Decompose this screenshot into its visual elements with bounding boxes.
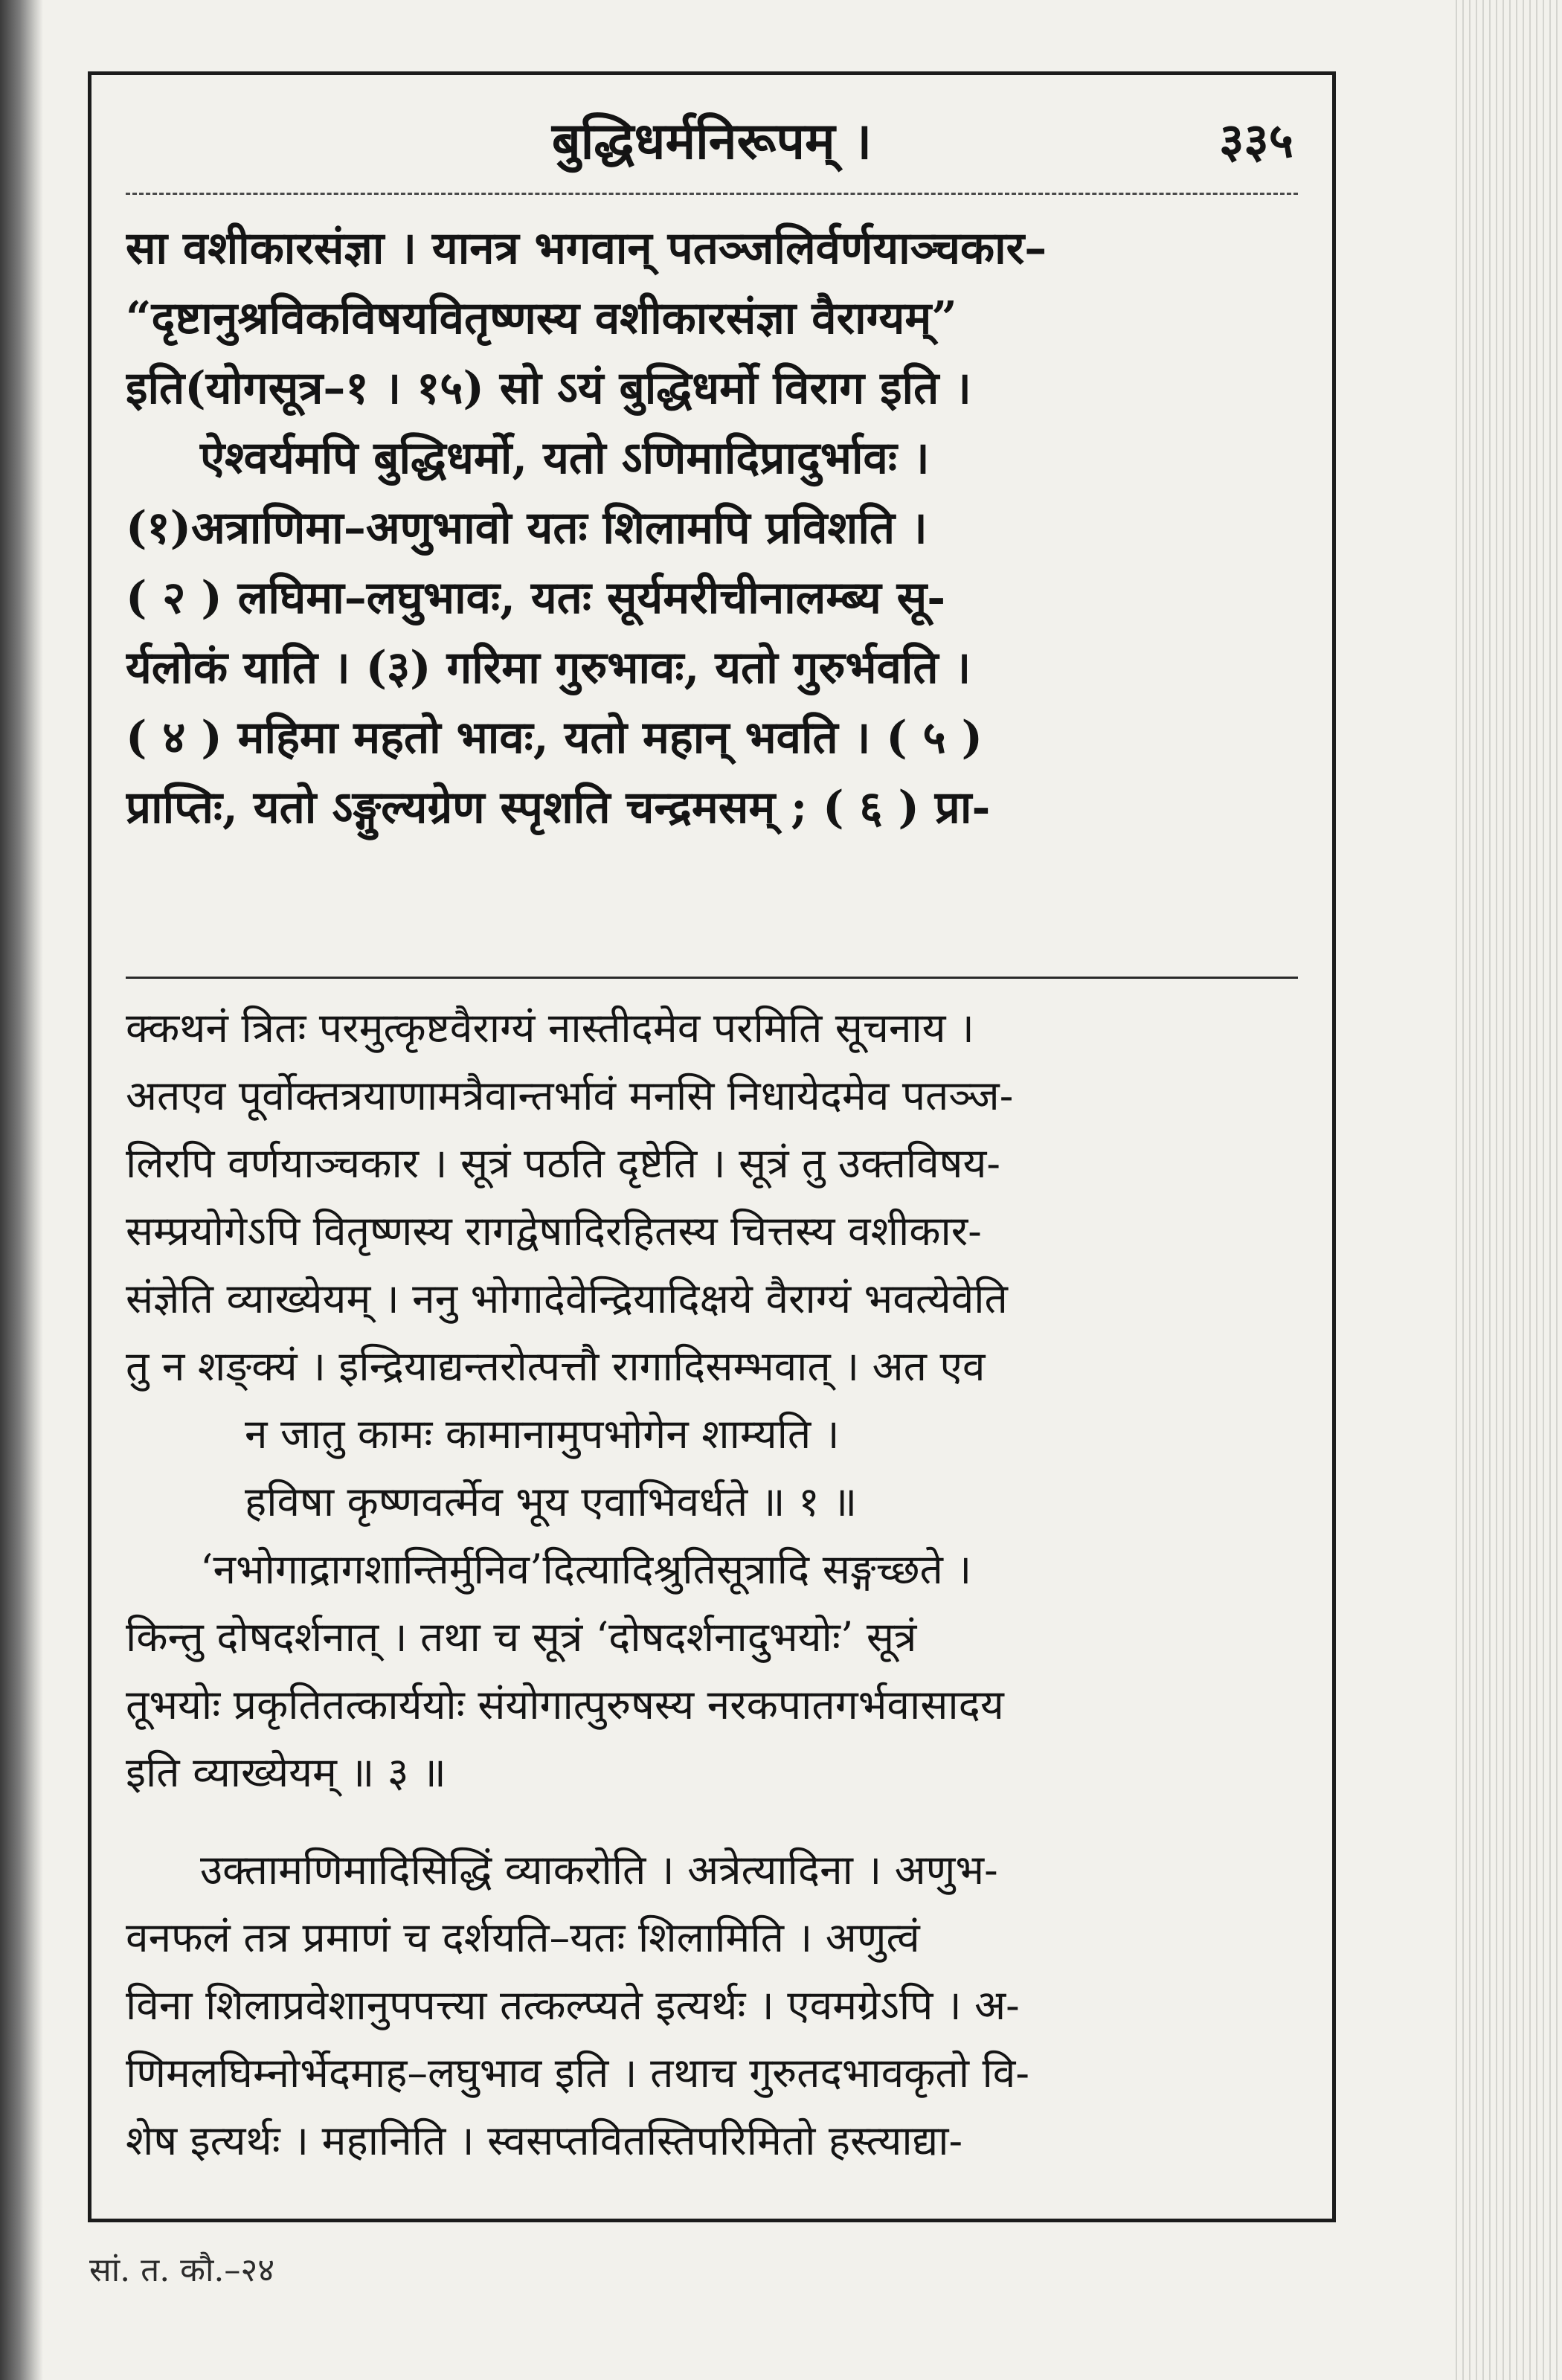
page-number: ३३५ bbox=[1219, 113, 1293, 169]
root-text-line: सा वशीकारसंज्ञा । यानत्र भगवान् पतञ्जलिर्वर्णयाञ्चकार– bbox=[126, 222, 1047, 274]
commentary-line: क्कथनं त्रितः परमुत्कृष्टवैराग्यं नास्तीदमेव परमिति सूचनाय । bbox=[126, 1004, 974, 1052]
commentary-line: लिरपि वर्णयाञ्चकार । सूत्रं पठति दृष्टेति । सूत्रं तु उक्तविषय- bbox=[126, 1139, 1000, 1187]
verse-line: न जातु कामः कामानामुपभोगेन शाम्यति । bbox=[245, 1410, 840, 1458]
root-text-line: ( २ ) लघिमा–लघुभावः, यतः सूर्यमरीचीनालम्ब्य सू- bbox=[126, 572, 946, 624]
commentary-line: तूभयोः प्रकृतितत्कार्ययोः संयोगात्पुरुषस्य नरकपातगर्भवासादय bbox=[126, 1681, 1004, 1728]
commentary-line: वनफलं तत्र प्रमाणं च दर्शयति–यतः शिलामिति । अणुत्वं bbox=[126, 1914, 920, 1961]
root-text-line: (१)अत्राणिमा–अणुभावो यतः शिलामपि प्रविशति । bbox=[126, 502, 928, 554]
commentary-line: विना शिलाप्रवेशानुपपत्त्या तत्कल्प्यते इत्यर्थः । एवमग्रेऽपि । अ- bbox=[126, 1981, 1020, 2029]
commentary-line: शेष इत्यर्थः । महानिति । स्वसप्तवितस्तिपरिमितो हस्त्याद्या- bbox=[126, 2117, 963, 2164]
commentary-line: इति व्याख्येयम् ॥ ३ ॥ bbox=[126, 1749, 446, 1796]
page-frame bbox=[88, 71, 1336, 2222]
printer-signature-mark: सां. त. कौ.–२४ bbox=[89, 2251, 275, 2289]
paragraph-gap bbox=[126, 1807, 1302, 1836]
commentary-line: तु न शङ्क्यं । इन्द्रियाद्यन्तरोत्पत्तौ रागादिसम्भवात् । अत एव bbox=[126, 1342, 986, 1390]
root-text-line: इति(योगसूत्र–१ । १५) सो ऽयं बुद्धिधर्मो विराग इति । bbox=[126, 362, 971, 414]
commentary-line: सम्प्रयोगेऽपि वितृष्णस्य रागद्वेषादिरहितस्य चित्तस्य वशीकार- bbox=[126, 1207, 982, 1255]
scan-page-edges bbox=[1450, 0, 1562, 2380]
commentary-block bbox=[126, 994, 1302, 2175]
root-text-block bbox=[126, 213, 1302, 843]
header-divider bbox=[126, 193, 1298, 195]
verse-line: हविषा कृष्णवर्त्मेव भूय एवाभिवर्धते ॥ १ ॥ bbox=[245, 1478, 858, 1525]
commentary-line: उक्तामणिमादिसिद्धिं व्याकरोति । अत्रेत्यादिना । अणुभ- bbox=[200, 1846, 998, 1894]
scan-gutter-left bbox=[0, 0, 43, 2380]
root-text-line: ( ४ ) महिमा महतो भावः, यतो महान् भवति । ( ५ ) bbox=[126, 712, 983, 764]
root-text-line: र्यलोकं याति । (३) गरिमा गुरुभावः, यतो गुरुर्भवति । bbox=[126, 642, 971, 694]
commentary-line: णिमलघिम्नोर्भेदमाह–लघुभाव इति । तथाच गुरुतदभावकृतो वि- bbox=[126, 2049, 1029, 2097]
root-text-line: प्राप्तिः, यतो ऽङ्गुल्यग्रेण स्पृशति चन्द्रमसम् ; ( ६ ) प्रा- bbox=[126, 782, 991, 834]
section-divider bbox=[126, 977, 1298, 979]
commentary-line: किन्तु दोषदर्शनात् । तथा च सूत्रं ‘दोषदर्शनादुभयोः’ सूत्रं bbox=[126, 1613, 917, 1661]
commentary-line: संज्ञेति व्याख्येयम् । ननु भोगादेवेन्द्रियादिक्षये वैराग्यं भवत्येवेति bbox=[126, 1275, 1008, 1322]
commentary-line: ‘नभोगाद्रागशान्तिर्मुनिव’दित्यादिश्रुतिसूत्रादि सङ्गच्छते । bbox=[200, 1546, 972, 1593]
root-text-line: “दृष्टानुश्रविकविषयवितृष्णस्य वशीकारसंज्ञा वैराग्यम्” bbox=[126, 292, 957, 344]
page-header bbox=[91, 100, 1332, 182]
root-text-line: ऐश्वर्यमपि बुद्धिधर्मो, यतो ऽणिमादिप्रादुर्भावः । bbox=[200, 432, 930, 484]
commentary-line: अतएव पूर्वोक्तत्रयाणामत्रैवान्तर्भावं मनसि निधायेदमेव पतञ्ज- bbox=[126, 1072, 1014, 1119]
running-title: बुद्धिधर्मनिरूपम् । bbox=[551, 112, 872, 171]
